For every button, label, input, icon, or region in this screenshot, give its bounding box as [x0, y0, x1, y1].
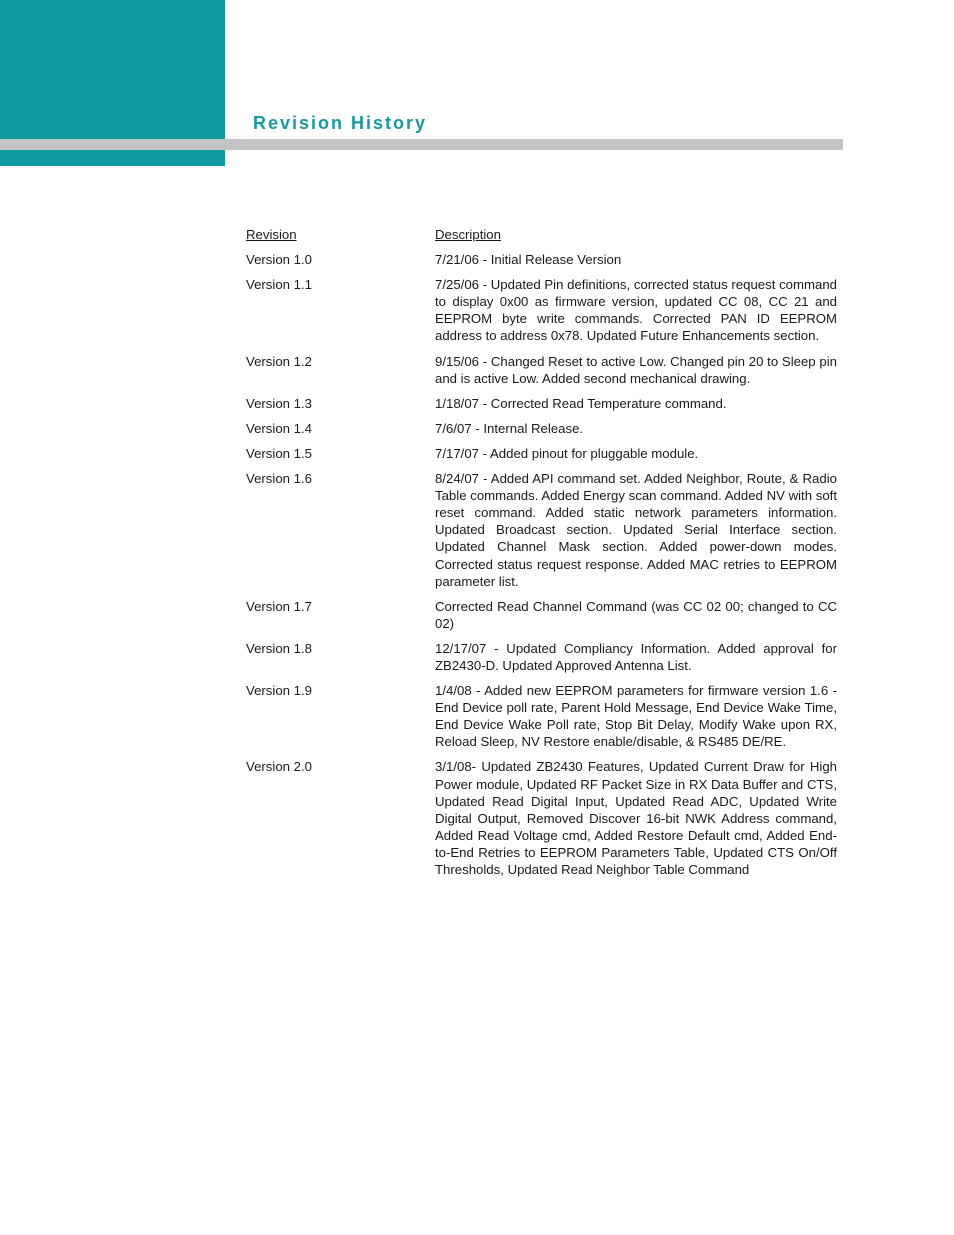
revision-version: Version 1.3 [246, 395, 312, 411]
description-column-header: Description [435, 227, 501, 242]
table-row [246, 470, 837, 590]
revision-version: Version 1.7 [246, 598, 312, 614]
revision-description: 7/17/07 - Added pinout for pluggable module. [435, 445, 699, 461]
table-row [246, 598, 837, 632]
revision-version: Version 1.1 [246, 277, 312, 293]
revision-description: 7/6/07 - Internal Release. [435, 420, 584, 436]
revision-description: 12/17/07 - Updated Compliancy Information. Added approval for ZB2430-D. Updated Approved Antenna List. [435, 640, 837, 673]
table-row [246, 682, 837, 750]
table-row [246, 758, 837, 878]
revision-version: Version 2.0 [246, 759, 312, 775]
table-row [246, 445, 837, 462]
table-header-row [246, 226, 837, 243]
revision-description: 3/1/08- Updated ZB2430 Features, Updated Current Draw for High Power module, Updated RF Packet Size in RX Data Buffer and CTS, Updated Read Digital Input, Updated Read ADC, Updated Write Digital Output, Removed Discover 16-bit NWK Address command, Added Read Voltage cmd, Added Restore Default cmd, Added End-to-End Retries to EEPROM Parameters Table, Updated CTS On/Off Thresholds, Updated Read Neighbor Table Command [435, 759, 837, 877]
revision-description: Corrected Read Channel Command (was CC 02 00; changed to CC 02) [435, 598, 837, 631]
header-divider-band [0, 139, 843, 150]
revision-version: Version 1.5 [246, 445, 312, 461]
revision-version: Version 1.9 [246, 683, 312, 699]
revision-version: Version 1.4 [246, 420, 312, 436]
table-row [246, 420, 837, 437]
revision-version: Version 1.0 [246, 252, 312, 268]
revision-description: 7/25/06 - Updated Pin definitions, corrected status request command to display 0x00 as firmware version, updated CC 08, CC 21 and EEPROM byte write commands. Corrected PAN ID EEPROM address to address 0x78. Updated Future Enhancements section. [435, 277, 837, 344]
revision-description: 1/4/08 - Added new EEPROM parameters for firmware version 1.6 - End Device poll rate, Parent Hold Message, End Device Wake Time, End Device Wake Poll rate, Stop Bit Delay, Modify Wake upon RX, Reload Sleep, NV Restore enable/disable, & RS485 DE/RE. [435, 683, 837, 750]
revision-version: Version 1.2 [246, 353, 312, 369]
table-row [246, 353, 837, 387]
revision-description: 8/24/07 - Added API command set. Added Neighbor, Route, & Radio Table commands. Added Energy scan command. Added NV with soft reset command. Added static network parameters information. Updated Broadcast section. Updated Serial Interface section. Updated Channel Mask section. Added power-down modes. Corrected status request response. Added MAC retries to EEPROM parameter list. [435, 471, 837, 589]
page-title: Revision History [253, 113, 428, 133]
table-row [246, 251, 837, 268]
revision-description: 9/15/06 - Changed Reset to active Low. Changed pin 20 to Sleep pin and is active Low. Added second mechanical drawing. [435, 353, 837, 386]
revision-version: Version 1.6 [246, 471, 312, 487]
table-row [246, 395, 837, 412]
revision-column-header: Revision [246, 227, 297, 242]
revision-description: 7/21/06 - Initial Release Version [435, 252, 622, 268]
revision-version: Version 1.8 [246, 640, 312, 656]
table-row [246, 276, 837, 344]
revision-table [246, 226, 837, 886]
table-row [246, 640, 837, 674]
revision-description: 1/18/07 - Corrected Read Temperature command. [435, 395, 727, 411]
